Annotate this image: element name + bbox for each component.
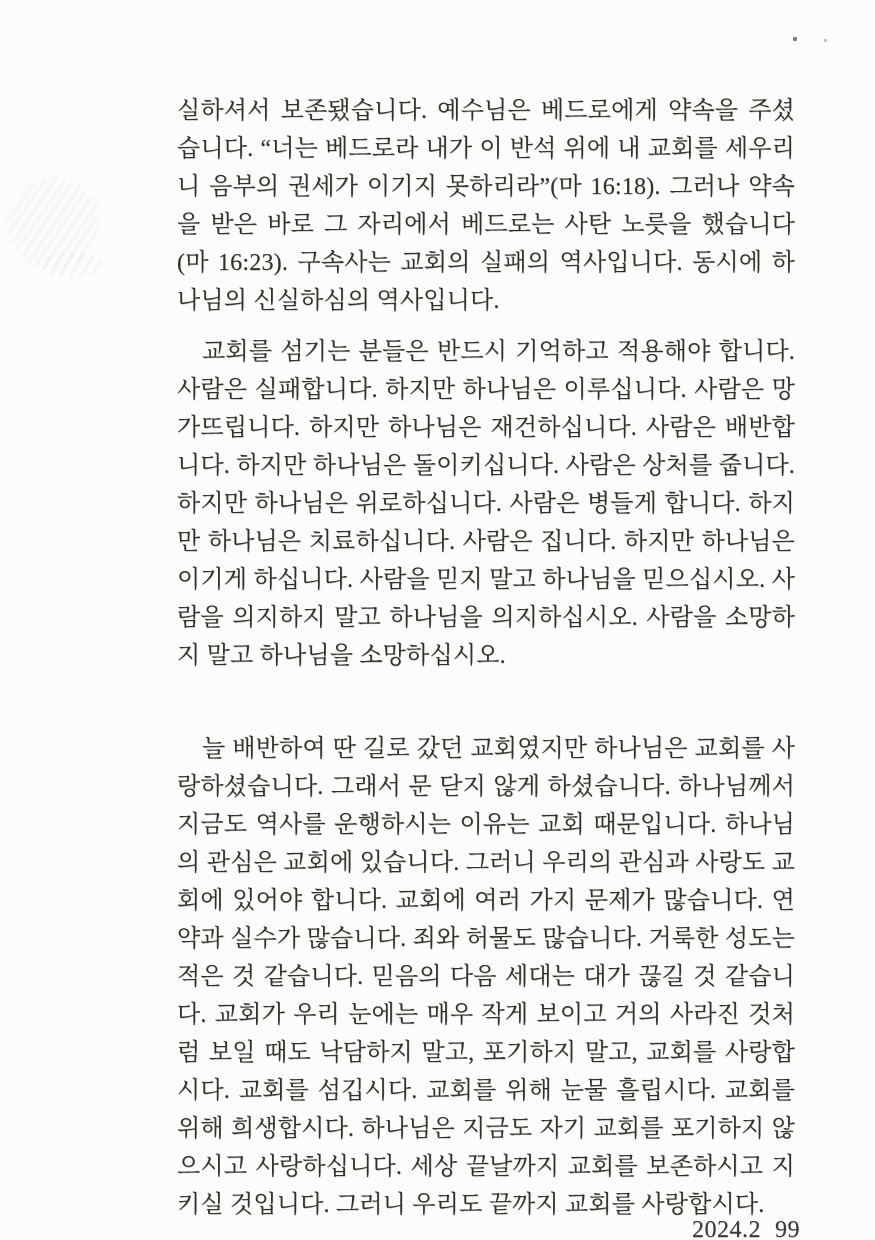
paragraph: 늘 배반하여 딴 길로 갔던 교회였지만 하나님은 교회를 사랑하셨습니다. 그래서 문 닫지 않게 하셨습니다. 하나님께서 지금도 역사를 운행하시는 이유는 교회 때문입니다. 하나님의 관심은 교회에 있습니다. 그러니 우리의 관심과 사랑도 교회에 있어야 합니다. 교회에 여러 가지 문제가 많습니다. 연약과 실수가 많습니다. 죄와 허물도 많습니다. 거룩한 성도는 적은 것 같습니다. 믿음의 다음 세대는 대가 끊길 것 같습니다. 교회가 우리 눈에는 매우 작게 보이고 거의 사라진 것처럼 보일 때도 낙담하지 말고, 포기하지 말고, 교회를 사랑합시다. 교회를 섬깁시다. 교회를 위해 눈물 흘립시다. 교회를 위해 희생합시다. 하나님은 지금도 자기 교회를 포기하지 않으시고 사랑하십니다. 세상 끝날까지 교회를 보존하시고 지키실 것입니다. 그러니 우리도 끝까지 교회를 사랑합시다. bbox=[177, 736, 795, 1218]
scan-speck bbox=[793, 37, 797, 41]
issue-label: 2024.2 bbox=[692, 1217, 761, 1240]
page-number: 99 bbox=[775, 1217, 800, 1240]
paragraph-continued: 실하셔서 보존됐습니다. 예수님은 베드로에게 약속을 주셨습니다. “너는 베드로라 내가 이 반석 위에 내 교회를 세우리니 음부의 권세가 이기지 못하리라”(마 16:18). 그러나 약속을 받은 바로 그 자리에서 베드로는 사탄 노릇을 했습니다(마 16:23). 구속사는 교회의 실패의 역사입니다. 동시에 하나님의 신실하심의 역사입니다. bbox=[177, 98, 795, 314]
body-text bbox=[177, 92, 795, 1224]
scan-smudge bbox=[42, 252, 102, 278]
page-folio bbox=[692, 1217, 800, 1240]
paragraph: 교회를 섬기는 분들은 반드시 기억하고 적용해야 합니다. 사람은 실패합니다. 하지만 하나님은 이루십니다. 사람은 망가뜨립니다. 하지만 하나님은 재건하십니다. 사람은 배반합니다. 하지만 하나님은 돌이키십니다. 사람은 상처를 줍니다. 하지만 하나님은 위로하십니다. 사람은 병들게 합니다. 하지만 하나님은 치료하십니다. 사람은 집니다. 하지만 하나님은 이기게 하십니다. 사람을 믿지 말고 하나님을 믿으십시오. 사람을 의지하지 말고 하나님을 의지하십시오. 사람을 소망하지 말고 하나님을 소망하십시오. bbox=[177, 339, 795, 669]
scan-speck bbox=[824, 39, 827, 42]
